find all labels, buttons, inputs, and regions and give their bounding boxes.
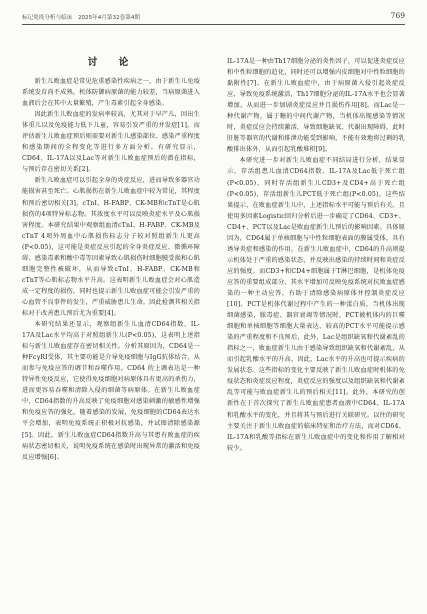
running-header [22,10,405,25]
paragraph: 因此新生儿败血症的发病率较高，尤其对于早产儿，因出生体重儿以及免疫能力低下儿童，容易引发严重的并发症[1]。而评估新生儿败血症预后则需要对新生儿感染部位、感染严重程度和感染期间的全程变化等进行多方面分析。有研究显示，CD64、IL-17A以及Lac等对新生儿败血症预后的潜在指标，与预后存在密切关系[2]。 [22,111,200,174]
section-title: 讨 论 [87,57,135,68]
paragraph: 新生儿败血症可以引起全身的炎症反应，进而导致多器官功能损害甚至死亡。心肌损伤在新生儿败血症中较为常见，其程度和预后密切相关[3]，cTnI、H-FABP、CK-MB和cTnT是心肌损伤的4项特异标志物。其浓度水平可以反映炎症水平及心肌损害程度。本研究结果中观察组血清cTnI、H-FABP、CK-MB及cTnT 4项外周血中心肌损伤标志分子较对照组新生儿更高(P<0.05)，这可能是炎症反应引起的全身炎症反应、微循环障碍、感染毒素和酸中毒等因素导致心肌损伤时细胞膜受损和心肌细胞完整性被破坏，从而导致cTnI、H-FABP、CK-MB和cTnT等心肌标志物水平升高。这表明新生儿败血症会对心肌造成一定程度的损伤，同时也提示新生儿败血症可能会引发严重的心血管不良事件的发生，严重威胁患儿生命。因此检测其相关指标对于改善患儿预后尤为重要[4]。 [22,177,200,317]
left-column [22,76,200,463]
paragraph: 本研究进一步对新生儿败血症不同结局进行分析，结果显示，存活组患儿血清CD64指数、IL-17A及Lac低于死亡组(P<0.05)，同时存活组新生儿CD3+及CD4+高于死亡组(P<0.05)，存活组新生儿PCT低于死亡组(P<0.05)，这些结果提示，在败血症新生儿中，上述指标水平可能与预后有关。且使用多因素Logistic回归分析后进一步确定了CD64、CD3+、CD4+、PCT以及Lac是败血症新生儿预后的影响因素。具体原因为，CD64属于单核细胞与中性粒细胞表面的膜属受体，具有诱导炎症和感染的作用。在新生儿败血症中，CD64的升高则提示机体处于严重的感染状态，并反映出感染的持续时间和炎症反应的强度。而CD3+和CD4+细胞属于T淋巴细胞，是机体免疫应答的重要组成部分，其水平增加可反映免疫系统对抗败血症感染的一种主动应答，有助于清除感染病原体并控制炎症反应[10]。PCT是机体代谢过程中产生的一种蛋白质，当机体出现细菌感染，脓毒症、器官衰竭等情况时，PCT被机体内的巨噬细胞和单核细胞等细胞大量表达，较高的PCT水平可能提示感染的严重程度和不良预后，此外，Lac是组织缺氧和代谢紊乱的指标之一，败血症新生儿由于感染导致组织缺氧和代谢紊乱，从而引起乳酸水平的升高，因此，Lac水平的升高也可提示疾病的发展状态。这些指标的变化主要反映了新生儿败血症时机体的免疫状态和炎症反应程度，炎症反应的强度以及组织缺氧和代谢紊乱等可能与败血症新生儿的预后相关[11]。此外，本研究的创新性在于首次探究了新生儿败血症患者血液中CD64、IL-17A和乳酸水平的变化，并且将其与预后进行关联研究。以往的研究主要关注于新生儿败血症的临床特征和治疗方法，而对CD64、IL-17A和乳酸等指标在新生儿败血症中的变化和作用了解相对较少。 [227,157,405,452]
journal-title: 标记免疫分析与临床 2025年4月第32卷第4期 [22,15,140,21]
paragraph: IL-17A是一种由Th17细胞分泌的炎性因子，可以促进炎症反应和中性粒细胞的趋化，同时还可以增强内皮细胞对中性粒细胞的黏附性[7]。在新生儿败血症中，由于病原菌入侵引起炎症反应，导致免疫系统激活，Th17细胞分泌的IL-17A水平也会显著增加，从而进一步加剧炎症反应并且损伤作用[8]。而Lac是一种代谢产物，属于糖的中间代谢产物，当机体出现感染等情况时，炎症反应会持续激活，导致细胞缺氧、代谢出现障碍，此时肝脏等器官的代谢和排泄功能受到影响，不能有效地将过剩的乳酸排出体外，从而引起乳酸堆积[9]。 [227,58,405,154]
right-column [227,56,405,454]
paragraph: 新生儿败血症是常见危重感染性疾病之一，由于新生儿免疫系统发育尚不成熟，机体防御病原菌的能力较差，当病原菌进入血液后会在其中大量繁殖，产生毒素引起全身感染。 [22,78,200,108]
paragraph: 本研究结果还显示，观察组新生儿血清CD64指数、IL-17A及Lac水平均高于对照组新生儿(P<0.05)，这表明上述指标与新生儿败血症存在密切相关性。分析其原因为，CD64是一种FcγRI受体，其主要功能是介导免疫细胞与IgG抗体结合，从而参与免疫应答的调节和吞噬作用。CD64 的上调表达是一种特异性免疫反应，它使得免疫细胞对病原体具有更高的杀伤力，进而更容易吞噬和清除入侵的细菌等病原体。在新生儿败血症中，CD64指数的升高反映了免疫细胞对感染刺激的敏感性增强和免疫应答的强化，随着感染的发展，免疫细胞的CD64表达水平会增加，表明免疫系统正积极对抗感染，并试图清除感染源[5]。因此，新生儿败血症CD64指数升高与其患有败血症的疾病状态密切相关，说明免疫系统在感染时出现异常的激活和免疫反应增强[6]。 [22,321,200,461]
page-number: 769 [390,11,405,20]
